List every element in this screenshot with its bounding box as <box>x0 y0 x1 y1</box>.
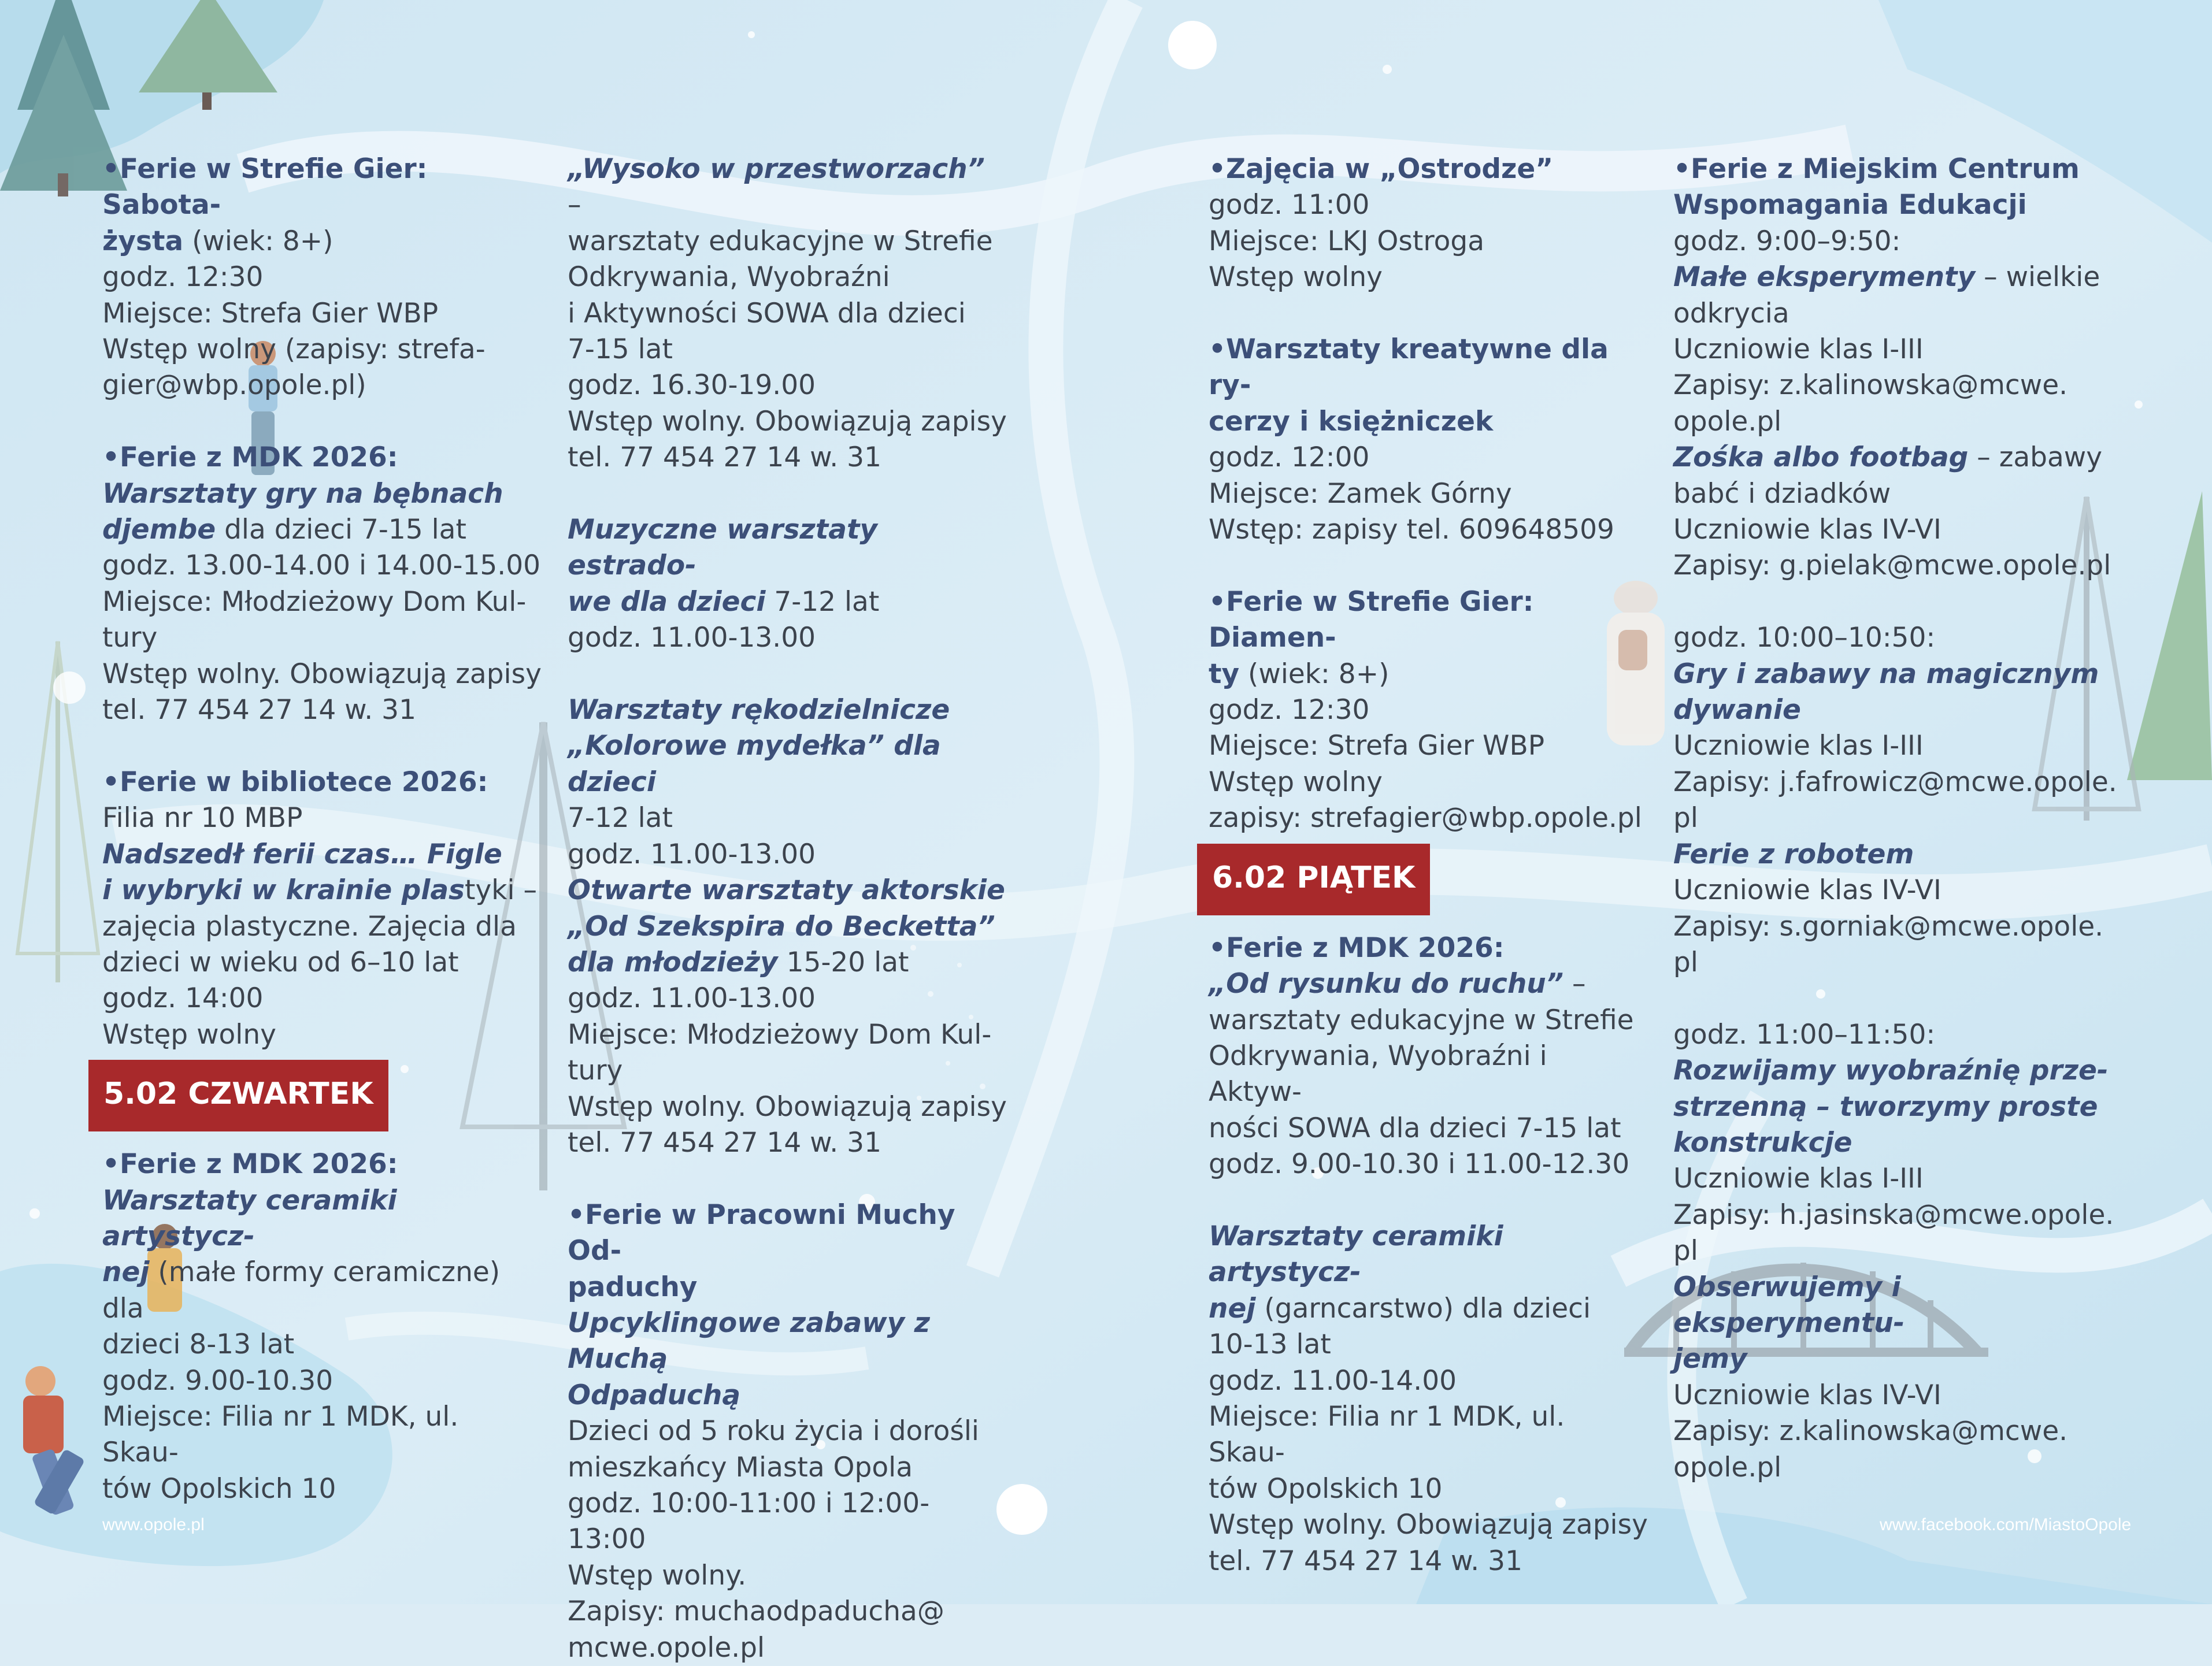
event-name: Rozwijamy wyobraźnię prze- <box>1673 1055 2109 1087</box>
schedule-line <box>568 1125 1007 1161</box>
schedule-line <box>1209 1327 1648 1363</box>
schedule-line <box>102 476 542 512</box>
event-title: •Ferie w Strefie Gier: Sabota- <box>102 153 428 221</box>
event-detail: Wstęp wolny <box>1209 261 1383 294</box>
event-detail: Wstęp wolny. Obowiązują zapisy <box>568 1090 1007 1123</box>
event-detail: godz. 12:30 <box>1209 694 1370 726</box>
event-detail: tel. 77 454 27 14 w. 31 <box>568 441 881 474</box>
schedule-line <box>568 620 1007 656</box>
event-detail: (wiek: 8+) <box>1239 658 1390 690</box>
schedule-line <box>1209 151 1648 187</box>
event-title: •Ferie z MDK 2026: <box>102 1148 398 1181</box>
schedule-column-3 <box>1209 151 1648 1579</box>
event-detail: Uczniowie klas IV-VI <box>1673 874 1941 907</box>
event-detail: (garncarstwo) dla dzieci <box>1255 1292 1591 1324</box>
event-name: „Od Szekspira do Becketta” <box>568 910 995 943</box>
schedule-line <box>1673 404 2124 440</box>
event-title: •Ferie z MDK 2026: <box>1209 932 1505 964</box>
schedule-line <box>102 259 542 295</box>
schedule-line <box>1673 1413 2124 1449</box>
event-detail: Uczniowie klas I-III <box>1673 730 1924 762</box>
event-detail: tury <box>568 1055 623 1087</box>
event-detail: (wiek: 8+) <box>183 225 334 257</box>
schedule-line <box>1209 1399 1648 1471</box>
schedule-line <box>568 584 1007 620</box>
schedule-line <box>1673 187 2124 223</box>
schedule-line <box>568 332 1007 368</box>
schedule-line <box>1673 692 2124 728</box>
paragraph-gap <box>102 728 542 764</box>
schedule-line <box>568 1558 1007 1594</box>
paragraph-gap <box>1673 584 2124 620</box>
event-name: Muzyczne warsztaty estrado- <box>568 514 878 582</box>
event-detail: warsztaty edukacyjne w Strefie <box>568 225 993 257</box>
schedule-line <box>1209 1038 1648 1111</box>
paragraph-gap <box>1673 981 2124 1016</box>
event-detail: (małe formy ceramiczne) dla <box>102 1256 501 1324</box>
event-detail: dzieci 8-13 lat <box>102 1329 295 1361</box>
day-header: 5.02 CZWARTEK <box>88 1060 388 1131</box>
schedule-line <box>568 368 1007 403</box>
event-name: nej <box>102 1256 150 1289</box>
event-detail: tel. 77 454 27 14 w. 31 <box>102 694 416 726</box>
schedule-line <box>1209 1507 1648 1543</box>
event-detail: Zapisy: s.gorniak@mcwe.opole. <box>1673 910 2104 943</box>
event-detail: opole.pl <box>1673 405 1782 437</box>
schedule-line <box>568 1053 1007 1089</box>
event-detail: godz. 16.30-19.00 <box>568 369 816 402</box>
schedule-line <box>568 800 1007 836</box>
event-detail: Miejsce: Strefa Gier WBP <box>1209 730 1545 762</box>
schedule-line <box>1673 837 2124 873</box>
schedule-line <box>568 1270 1007 1305</box>
event-detail: pl <box>1673 1235 1698 1267</box>
event-detail: Miejsce: Młodzieżowy Dom Kul- <box>102 585 527 618</box>
paragraph-gap <box>568 656 1007 692</box>
schedule-line <box>102 548 542 584</box>
schedule-line <box>568 1089 1007 1125</box>
event-title: ty <box>1209 658 1240 690</box>
event-detail: Miejsce: Filia nr 1 MDK, ul. Skau- <box>102 1400 459 1469</box>
schedule-line <box>102 1363 542 1399</box>
schedule-line <box>102 1146 542 1182</box>
event-detail: mieszkańcy Miasta Opola <box>568 1451 913 1483</box>
event-detail: ności SOWA dla dzieci 7-15 lat <box>1209 1112 1621 1144</box>
schedule-line <box>1673 1161 2124 1197</box>
event-title: •Ferie w Pracowni Muchy Od- <box>568 1199 955 1267</box>
event-detail: pl <box>1673 802 1698 834</box>
event-detail: Zapisy: z.kalinowska@mcwe. <box>1673 1415 2068 1448</box>
event-detail: godz. 11.00-13.00 <box>568 838 816 870</box>
event-detail: dzieci w wieku od 6–10 lat <box>102 946 459 978</box>
schedule-line <box>1673 440 2124 476</box>
schedule-line <box>1209 765 1648 800</box>
schedule-line <box>1209 584 1648 656</box>
schedule-line <box>1673 620 2124 656</box>
footer-facebook[interactable]: www.facebook.com/MiastoOpole <box>1880 1515 2132 1534</box>
event-title: •Ferie z MDK 2026: <box>102 441 398 474</box>
event-detail: Miejsce: Młodzieżowy Dom Kul- <box>568 1018 992 1051</box>
event-detail: Miejsce: Filia nr 1 MDK, ul. Skau- <box>1209 1400 1565 1469</box>
schedule-line <box>1673 909 2124 945</box>
event-detail: godz. 10:00–10:50: <box>1673 622 1936 654</box>
event-detail: – wielkie <box>1975 261 2100 294</box>
event-detail: Zapisy: g.pielak@mcwe.opole.pl <box>1673 550 2111 582</box>
event-name: Ferie z robotem <box>1673 838 1914 870</box>
schedule-line <box>568 440 1007 476</box>
schedule-line <box>568 1017 1007 1053</box>
schedule-line <box>1673 656 2124 692</box>
event-detail: Wstęp wolny <box>1209 766 1383 798</box>
schedule-line <box>1209 1471 1648 1507</box>
event-detail: godz. 10:00-11:00 i 12:00-13:00 <box>568 1487 930 1556</box>
event-detail: odkrycia <box>1673 297 1789 329</box>
schedule-line <box>1673 332 2124 368</box>
event-title: Wspomagania Edukacji <box>1673 189 2027 221</box>
schedule-line <box>1209 656 1648 692</box>
schedule-column-2 <box>568 151 1007 1666</box>
schedule-line <box>1673 548 2124 584</box>
paragraph-gap <box>102 404 542 440</box>
schedule-line <box>1673 476 2124 512</box>
event-detail: zajęcia plastyczne. Zajęcia dla <box>102 910 517 943</box>
schedule-line <box>102 512 542 548</box>
event-name: Obserwujemy i eksperymentu- <box>1673 1271 1905 1339</box>
event-title: •Ferie w Strefie Gier: Diamen- <box>1209 585 1534 654</box>
event-detail: gier@wbp.opole.pl) <box>102 369 366 402</box>
schedule-line <box>1673 368 2124 403</box>
event-name: „Od rysunku do ruchu” <box>1209 968 1564 1000</box>
event-detail: – <box>568 189 581 221</box>
event-detail: 15-20 lat <box>777 946 909 978</box>
schedule-line <box>1209 1146 1648 1182</box>
event-detail: Wstęp wolny (zapisy: strefa- <box>102 333 486 366</box>
schedule-line <box>1209 1111 1648 1146</box>
event-title: paduchy <box>568 1271 698 1303</box>
schedule-line <box>1673 873 2124 908</box>
event-name: Odpaduchą <box>568 1379 741 1411</box>
event-detail: Wstęp: zapisy tel. 609648509 <box>1209 514 1614 546</box>
schedule-line <box>102 296 542 332</box>
event-title: •Ferie z Miejskim Centrum <box>1673 153 2080 185</box>
schedule-line <box>568 873 1007 908</box>
paragraph-gap <box>1209 1183 1648 1219</box>
schedule-line <box>568 981 1007 1016</box>
schedule-line <box>1209 1003 1648 1038</box>
event-detail: babć i dziadków <box>1673 477 1891 510</box>
event-detail: warsztaty edukacyjne w Strefie <box>1209 1004 1634 1036</box>
schedule-line <box>568 1197 1007 1270</box>
event-detail: Zapisy: j.fafrowicz@mcwe.opole. <box>1673 766 2117 798</box>
schedule-line <box>568 1486 1007 1558</box>
schedule-line <box>1209 1363 1648 1399</box>
event-detail: Wstęp wolny. <box>568 1559 747 1591</box>
schedule-line <box>1209 692 1648 728</box>
event-title: •Zajęcia w „Ostrodze” <box>1209 153 1554 185</box>
schedule-line <box>102 945 542 981</box>
event-detail: godz. 9:00–9:50: <box>1673 225 1901 257</box>
event-detail: godz. 12:30 <box>102 261 264 294</box>
event-detail: Miejsce: Strefa Gier WBP <box>102 297 439 329</box>
event-name: Upcyklingowe zabawy z Muchą <box>568 1307 931 1375</box>
schedule-line <box>568 224 1007 259</box>
event-name: Gry i zabawy na magicznym <box>1673 658 2099 690</box>
event-name: Warsztaty ceramiki artystycz- <box>102 1184 397 1252</box>
event-detail: Uczniowie klas IV-VI <box>1673 1379 1941 1411</box>
schedule-line <box>1673 1233 2124 1269</box>
schedule-line <box>1209 224 1648 259</box>
schedule-line <box>1673 1125 2124 1161</box>
event-detail: opole.pl <box>1673 1451 1782 1483</box>
event-detail: Odkrywania, Wyobraźni <box>568 261 890 294</box>
event-name: Otwarte warsztaty aktorskie <box>568 874 1005 907</box>
schedule-line <box>568 1378 1007 1413</box>
schedule-line <box>102 765 542 800</box>
schedule-line <box>568 1594 1007 1630</box>
event-name: Zośka albo footbag <box>1673 441 1969 474</box>
schedule-line <box>1673 512 2124 548</box>
event-detail: 7-12 lat <box>568 802 673 834</box>
event-detail: 10-13 lat <box>1209 1329 1331 1361</box>
schedule-line <box>102 1327 542 1363</box>
schedule-line <box>102 1471 542 1507</box>
schedule-line <box>1209 800 1648 836</box>
event-detail: godz. 11.00-13.00 <box>568 982 816 1015</box>
event-detail: Uczniowie klas I-III <box>1673 1163 1924 1195</box>
event-detail: tów Opolskich 10 <box>1209 1472 1443 1505</box>
schedule-line <box>102 332 542 368</box>
event-detail: Miejsce: Zamek Górny <box>1209 477 1512 510</box>
schedule-line <box>1673 1450 2124 1486</box>
event-detail: godz. 9.00-10.30 <box>102 1364 334 1397</box>
event-name: we dla dzieci <box>568 585 766 618</box>
schedule-line <box>568 1413 1007 1449</box>
event-detail: Wstęp wolny. Obowiązują zapisy <box>568 405 1007 437</box>
schedule-line <box>1673 1270 2124 1342</box>
schedule-line <box>568 692 1007 728</box>
schedule-line <box>102 368 542 403</box>
schedule-line <box>1673 224 2124 259</box>
event-detail: Miejsce: LKJ Ostroga <box>1209 225 1484 257</box>
schedule-line <box>1209 930 1648 966</box>
schedule-line <box>1673 765 2124 800</box>
day-header: 6.02 PIĄTEK <box>1197 844 1430 915</box>
event-name: djembe <box>102 514 216 546</box>
schedule-line <box>102 440 542 476</box>
schedule-line <box>102 224 542 259</box>
event-name: konstrukcje <box>1673 1126 1852 1159</box>
schedule-line <box>102 981 542 1016</box>
event-detail: godz. 12:00 <box>1209 441 1370 474</box>
event-detail: Zapisy: z.kalinowska@mcwe. <box>1673 369 2068 402</box>
schedule-line <box>1209 966 1648 1002</box>
schedule-line <box>568 1305 1007 1378</box>
event-name: Warsztaty gry na bębnach <box>102 477 503 510</box>
schedule-line <box>568 296 1007 332</box>
event-name: Małe eksperymenty <box>1673 261 1976 294</box>
paragraph-gap <box>1209 296 1648 332</box>
schedule-line <box>568 259 1007 295</box>
schedule-line <box>1209 476 1648 512</box>
event-detail: pl <box>1673 946 1698 978</box>
event-detail: Filia nr 10 MBP <box>102 802 303 834</box>
schedule-column-1 <box>102 151 542 1507</box>
event-detail: – <box>1563 968 1586 1000</box>
schedule-line <box>102 584 542 620</box>
event-name: dywanie <box>1673 694 1801 726</box>
schedule-line <box>568 909 1007 945</box>
schedule-line <box>1673 1053 2124 1089</box>
paragraph-gap <box>568 476 1007 512</box>
schedule-line <box>1673 945 2124 981</box>
event-detail: godz. 11:00–11:50: <box>1673 1018 1936 1051</box>
event-detail: godz. 11.00-14.00 <box>1209 1364 1457 1397</box>
event-title: żysta <box>102 225 184 257</box>
schedule-line <box>1673 800 2124 836</box>
schedule-line <box>568 512 1007 584</box>
schedule-line <box>568 1630 1007 1666</box>
event-detail: godz. 13.00-14.00 i 14.00-15.00 <box>102 550 541 582</box>
schedule-line <box>1209 404 1648 440</box>
event-detail: godz. 11.00-13.00 <box>568 622 816 654</box>
schedule-line <box>102 873 542 908</box>
schedule-line <box>568 404 1007 440</box>
event-detail: Zapisy: muchaodpaducha@ <box>568 1595 944 1628</box>
event-name: dla młodzieży <box>568 946 778 978</box>
paragraph-gap <box>1209 548 1648 584</box>
event-detail: tel. 77 454 27 14 w. 31 <box>1209 1545 1522 1577</box>
schedule-line <box>1209 1219 1648 1291</box>
event-detail: tel. 77 454 27 14 w. 31 <box>568 1126 881 1159</box>
event-detail: 7-15 lat <box>568 333 673 366</box>
schedule-line <box>102 1255 542 1327</box>
schedule-line <box>102 151 542 224</box>
event-detail: 7-12 lat <box>765 585 880 618</box>
schedule-line <box>1209 332 1648 404</box>
event-detail: Uczniowie klas I-III <box>1673 333 1924 366</box>
event-name: Warsztaty ceramiki artystycz- <box>1209 1220 1503 1289</box>
schedule-line <box>568 151 1007 224</box>
event-name: strzenną – tworzymy proste <box>1673 1090 2098 1123</box>
event-name: jemy <box>1673 1343 1747 1375</box>
event-name: Warsztaty rękodzielnicze <box>568 694 950 726</box>
event-detail: Wstęp wolny. Obowiązują zapisy <box>102 658 542 690</box>
schedule-line <box>1209 187 1648 223</box>
schedule-line <box>1673 728 2124 764</box>
event-name: i wybryki w krainie plas <box>102 874 465 907</box>
event-detail: – zabawy <box>1968 441 2103 474</box>
paragraph-gap <box>568 1161 1007 1197</box>
schedule-line <box>102 692 542 728</box>
event-detail: Zapisy: h.jasinska@mcwe.opole. <box>1673 1199 2114 1231</box>
event-detail: mcwe.opole.pl <box>568 1631 765 1664</box>
schedule-line <box>568 728 1007 800</box>
schedule-line <box>102 909 542 945</box>
event-detail: Odkrywania, Wyobraźni i Aktyw- <box>1209 1040 1547 1108</box>
schedule-line <box>1209 259 1648 295</box>
event-detail: dla dzieci 7-15 lat <box>216 514 466 546</box>
schedule-line <box>102 620 542 656</box>
schedule-line <box>102 656 542 692</box>
schedule-line <box>1673 1378 2124 1413</box>
schedule-line <box>1673 296 2124 332</box>
schedule-line <box>102 1017 542 1053</box>
event-detail: Wstęp wolny. Obowiązują zapisy <box>1209 1509 1648 1541</box>
event-detail: i Aktywności SOWA dla dzieci <box>568 297 966 329</box>
schedule-column-4 <box>1673 151 2124 1486</box>
schedule-line <box>1673 1341 2124 1377</box>
schedule-line <box>1209 440 1648 476</box>
event-detail: tury <box>102 622 158 654</box>
schedule-line <box>102 1183 542 1255</box>
schedule-line <box>102 837 542 873</box>
event-name: „Kolorowe mydełka” dla dzieci <box>568 730 941 798</box>
schedule-line <box>1209 1291 1648 1327</box>
event-detail: tyki – <box>465 874 537 907</box>
schedule-line <box>1673 1017 2124 1053</box>
event-title: cerzy i księżniczek <box>1209 405 1494 437</box>
schedule-line <box>568 1450 1007 1486</box>
event-name: „Wysoko w przestworzach” <box>568 153 985 185</box>
schedule-line <box>568 945 1007 981</box>
schedule-line <box>1209 512 1648 548</box>
schedule-line <box>102 800 542 836</box>
schedule-line <box>1673 151 2124 187</box>
footer-website[interactable]: www.opole.pl <box>102 1515 205 1534</box>
event-detail: Dzieci od 5 roku życia i dorośli <box>568 1415 979 1448</box>
schedule-line <box>1673 259 2124 295</box>
event-detail: godz. 14:00 <box>102 982 264 1015</box>
event-name: nej <box>1209 1292 1256 1324</box>
schedule-line <box>102 1399 542 1471</box>
schedule-line <box>1209 1543 1648 1579</box>
schedule-line <box>1673 1197 2124 1233</box>
event-detail: Wstęp wolny <box>102 1018 276 1051</box>
event-detail: godz. 11:00 <box>1209 189 1370 221</box>
event-detail: tów Opolskich 10 <box>102 1472 336 1505</box>
event-title: •Ferie w bibliotece 2026: <box>102 766 488 798</box>
snowball-icon <box>1168 21 1217 69</box>
event-title: •Warsztaty kreatywne dla ry- <box>1209 333 1609 402</box>
event-detail: zapisy: strefagier@wbp.opole.pl <box>1209 802 1642 834</box>
schedule-line <box>1209 728 1648 764</box>
event-detail: Uczniowie klas IV-VI <box>1673 514 1941 546</box>
event-name: Nadszedł ferii czas… Figle <box>102 838 502 870</box>
schedule-line <box>1673 1089 2124 1125</box>
schedule-line <box>568 837 1007 873</box>
event-detail: godz. 9.00-10.30 i 11.00-12.30 <box>1209 1148 1630 1181</box>
